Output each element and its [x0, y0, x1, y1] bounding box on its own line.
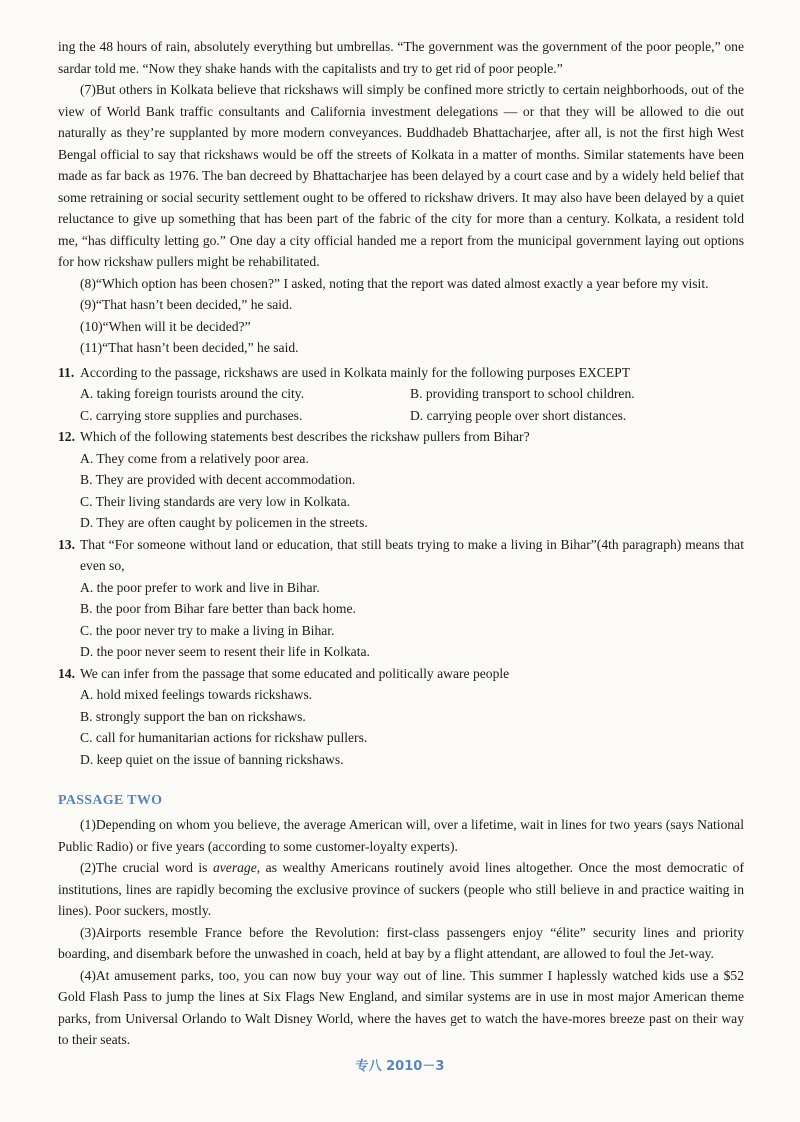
question-12	[58, 426, 744, 534]
page-content	[58, 36, 744, 1051]
passage-one-paragraph-10: (10)“When will it be decided?”	[80, 318, 251, 334]
option-c: C. Their living standards are very low in Kolkata.	[80, 493, 351, 509]
passage-one-paragraph-11: (11)“That hasn’t been decided,” he said.	[80, 340, 299, 355]
option-d: D. carrying people over short distances.	[410, 407, 627, 423]
option-d: D. the poor never seem to resent their life in Kolkata.	[80, 644, 370, 659]
question-stem: We can infer from the passage that some educated and politically aware people	[80, 665, 510, 681]
option-a: A. the poor prefer to work and live in Bihar.	[80, 579, 320, 595]
passage-two-paragraph-4: (4)At amusement parks, too, you can now buy your way out of line. This summer I haplessly watched kids use a $52 Gold Flash Pass to jump the lines at Six Flags New England, and similar systems are in use in most major American theme parks, from Universal Orlando to Walt Disney World, where the haves get to watch the have-mores breeze past on their way to their seats.	[58, 967, 744, 1047]
emphasized-word: average	[212, 860, 257, 875]
option-c: C. call for humanitarian actions for rickshaw pullers.	[80, 730, 368, 745]
question-14	[58, 663, 744, 771]
option-d: D. keep quiet on the issue of banning rickshaws.	[80, 751, 344, 767]
question-number: 11.	[58, 364, 75, 380]
passage-one-paragraph-7: (7)But others in Kolkata believe that rickshaws will simply be confined more strictly to certain neighborhoods, out of the view of World Bank traffic consultants and California investment delegations — or that they will be allowed to die out naturally as they’re supplanted by more modern conveyances. Buddhadeb Bhattacharjee, after all, is not the first high West Bengal official to say that rickshaws would be off the streets of Kolkata in a matter of months. Similar statements have been made as far back as 1976. The ban decreed by Bhattacharjee has been delayed by a court case and by a widely held belief that some retraining or social security settlement ought to be offered to rickshaw drivers. It may also have been delayed by a quiet reluctance to give up something that has been part of the fabric of the city for more than a century. Kolkata, a resident told me, “has difficulty letting go.” One day a city official handed me a report from the municipal government laying out options for how rickshaw pullers might be rehabilitated.	[58, 82, 744, 269]
passage-two-heading: PASSAGE TWO	[58, 793, 163, 808]
option-b: B. They are provided with decent accommodation.	[80, 472, 356, 487]
question-stem: That “For someone without land or education, that still beats trying to make a living in Bihar”(4th paragraph) means that even so,	[80, 536, 744, 573]
option-d: D. They are often caught by policemen in the streets.	[80, 515, 368, 530]
paragraph-2-text-start: (2)The crucial word is	[80, 860, 213, 875]
passage-two-paragraph-1: (1)Depending on whom you believe, the average American will, over a lifetime, wait in lines for two years (says National Public Radio) or five years (according to some customer-loyalty experts).	[58, 817, 744, 854]
option-a: A. hold mixed feelings towards rickshaws.	[80, 687, 313, 702]
paragraph-2-text-end: , as wealthy Americans routinely avoid lines altogether. Once the most democratic of institutions, lines are rapidly becoming the exclusive province of suckers (people who still believe in and practice waiting in lines). Poor suckers, mostly.	[58, 860, 744, 918]
option-b: B. strongly support the ban on rickshaws.	[80, 708, 306, 724]
option-b: B. the poor from Bihar fare better than back home.	[80, 601, 356, 616]
option-c: C. carrying store supplies and purchases.	[80, 407, 303, 423]
question-stem: According to the passage, rickshaws are used in Kolkata mainly for the following purposes EXCEPT	[80, 364, 631, 380]
option-c: C. the poor never try to make a living in Bihar.	[80, 622, 335, 638]
option-a: A. They come from a relatively poor area.	[80, 450, 309, 466]
option-b: B. providing transport to school children.	[410, 386, 635, 401]
question-13	[58, 534, 744, 663]
question-number: 14.	[58, 665, 75, 681]
question-number: 13.	[58, 536, 75, 552]
question-stem: Which of the following statements best describes the rickshaw pullers from Bihar?	[80, 429, 530, 444]
passage-one-paragraph-6-tail: ing the 48 hours of rain, absolutely everything but umbrellas. “The government was the government of the poor people,” one sardar told me. “Now they shake hands with the capitalists and try to get rid of poor people.”	[58, 39, 744, 76]
passage-two-paragraph-2	[58, 857, 744, 922]
page-footer: 专八 2010－3	[355, 1059, 445, 1074]
passage-two-paragraph-3: (3)Airports resemble France before the Revolution: first-class passengers enjoy “élite” security lines and priority boarding, and disembark before the unwashed in coach, held at bay by a flight attendant, are allowed to foul the Jet-way.	[58, 924, 744, 961]
passage-one-paragraph-9: (9)“That hasn’t been decided,” he said.	[80, 297, 293, 312]
passage-one-paragraph-8: (8)“Which option has been chosen?” I asked, noting that the report was dated almost exactly a year before my visit.	[80, 275, 709, 291]
question-number: 12.	[58, 429, 75, 444]
option-a: A. taking foreign tourists around the city.	[80, 386, 305, 401]
question-11	[58, 362, 744, 427]
